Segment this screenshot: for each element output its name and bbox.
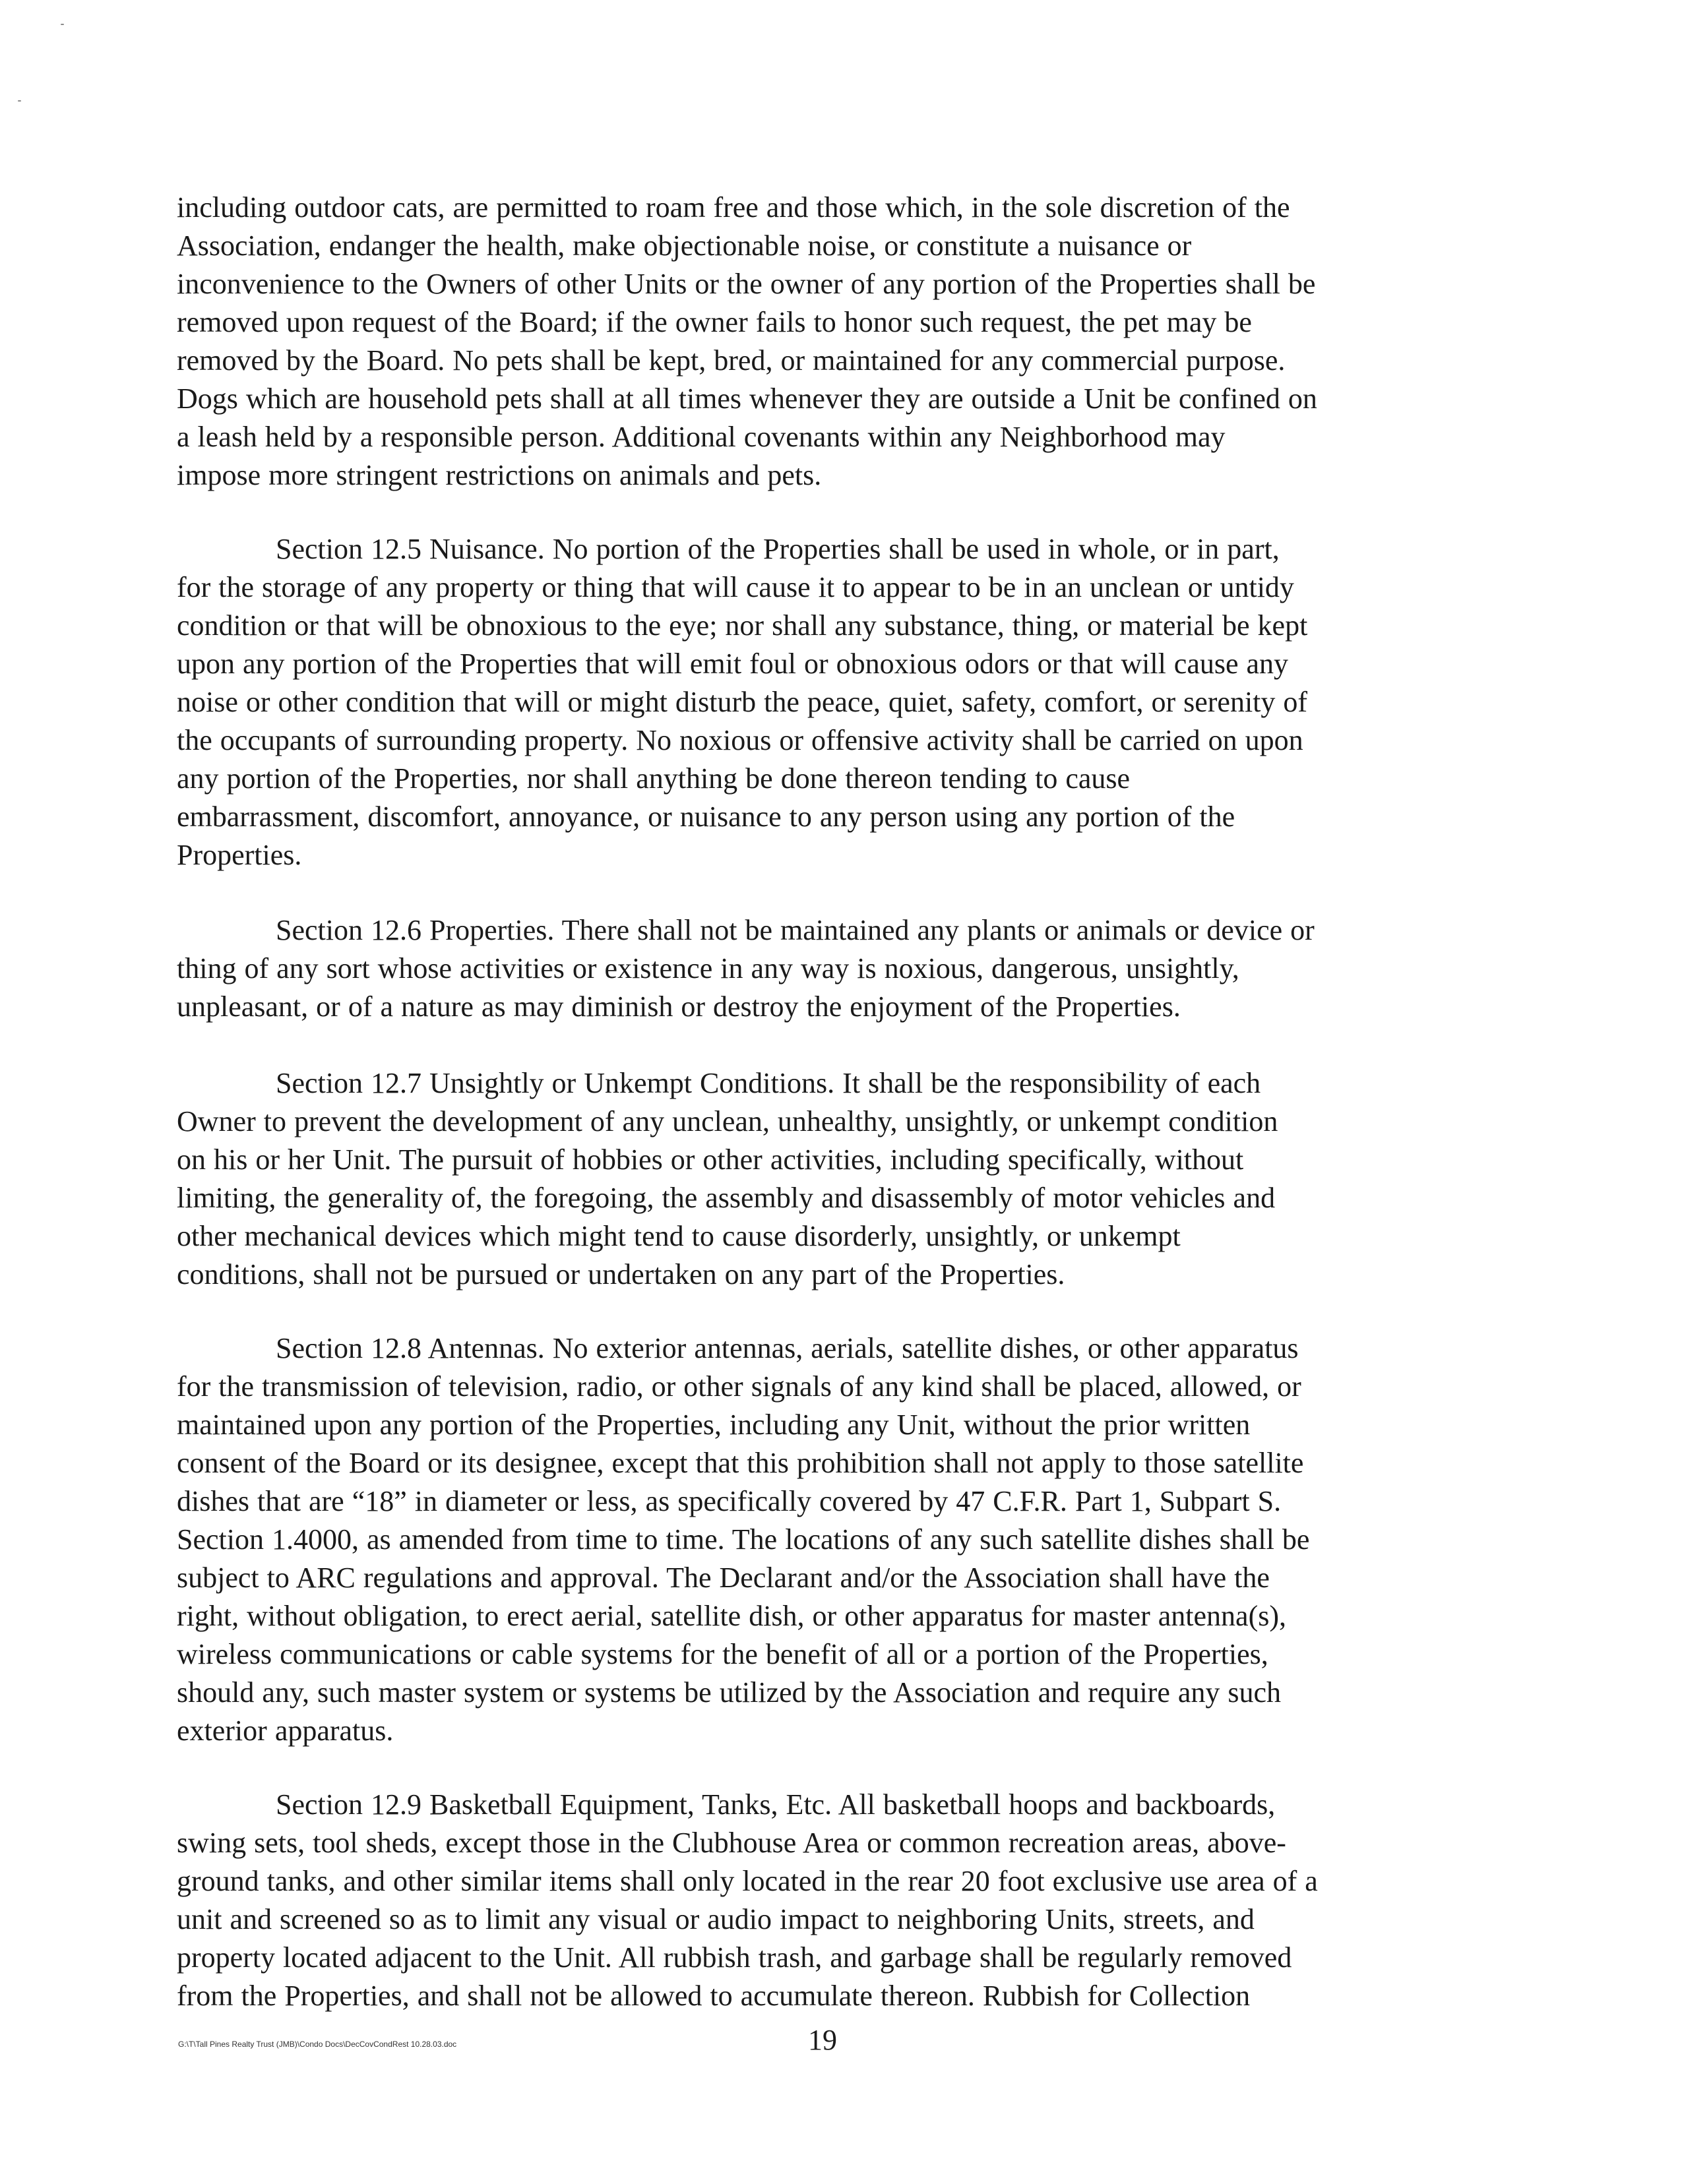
text-line: ground tanks, and other similar items shall only located in the rear 20 foot exclusive use area of a	[177, 1865, 1318, 1897]
text-line: embarrassment, discomfort, annoyance, or nuisance to any person using any portion of the	[177, 801, 1235, 833]
section-heading-line: Section 12.9 Basketball Equipment, Tanks, Etc. All basketball hoops and backboards,	[276, 1788, 1276, 1821]
text-line: exterior apparatus.	[177, 1714, 394, 1747]
text-line: impose more stringent restrictions on animals and pets.	[177, 459, 822, 491]
section-heading-line: Section 12.7 Unsightly or Unkempt Conditions. It shall be the responsibility of each	[276, 1067, 1261, 1099]
text-line: the occupants of surrounding property. No noxious or offensive activity shall be carried on upon	[177, 724, 1303, 756]
text-line: removed by the Board. No pets shall be kept, bred, or maintained for any commercial purpose.	[177, 344, 1286, 377]
text-line: should any, such master system or systems be utilized by the Association and require any such	[177, 1676, 1282, 1709]
page-number: 19	[808, 2024, 837, 2056]
text-line: Association, endanger the health, make objectionable noise, or constitute a nuisance or	[177, 229, 1192, 262]
text-line: for the storage of any property or thing that will cause it to appear to be in an unclean or untidy	[177, 571, 1294, 603]
paragraph-pets-continued	[177, 189, 1450, 495]
text-line: unpleasant, or of a nature as may diminish or destroy the enjoyment of the Properties.	[177, 990, 1181, 1023]
scan-speck	[18, 100, 21, 102]
text-line: for the transmission of television, radio, or other signals of any kind shall be placed, allowed, or	[177, 1370, 1301, 1403]
text-line: Dogs which are household pets shall at all times whenever they are outside a Unit be confined on	[177, 382, 1317, 415]
text-line: conditions, shall not be pursued or undertaken on any part of the Properties.	[177, 1258, 1065, 1290]
text-line: Section 1.4000, as amended from time to time. The locations of any such satellite dishes shall be	[177, 1523, 1310, 1556]
text-line: consent of the Board or its designee, except that this prohibition shall not apply to those satellite	[177, 1447, 1304, 1479]
scan-speck	[61, 24, 64, 25]
text-line: dishes that are “18” in diameter or less, as specifically covered by 47 C.F.R. Part 1, Subpart S.	[177, 1485, 1282, 1517]
section-heading-line: Section 12.8 Antennas. No exterior antennas, aerials, satellite dishes, or other apparatus	[276, 1332, 1299, 1364]
text-line: removed upon request of the Board; if the owner fails to honor such request, the pet may be	[177, 306, 1252, 338]
text-line: other mechanical devices which might tend to cause disorderly, unsightly, or unkempt	[177, 1220, 1181, 1252]
text-line: thing of any sort whose activities or existence in any way is noxious, dangerous, unsightly,	[177, 952, 1239, 985]
text-line: Owner to prevent the development of any unclean, unhealthy, unsightly, or unkempt condition	[177, 1105, 1278, 1138]
section-12-6-properties	[177, 911, 1450, 1026]
text-line: right, without obligation, to erect aerial, satellite dish, or other apparatus for master antenna(s),	[177, 1600, 1287, 1632]
text-line: including outdoor cats, are permitted to roam free and those which, in the sole discretion of the	[177, 191, 1290, 224]
text-line: wireless communications or cable systems for the benefit of all or a portion of the Properties,	[177, 1638, 1268, 1670]
text-line: from the Properties, and shall not be allowed to accumulate thereon. Rubbish for Collection	[177, 1980, 1251, 2012]
text-line: limiting, the generality of, the foregoing, the assembly and disassembly of motor vehicles and	[177, 1182, 1276, 1214]
text-line: on his or her Unit. The pursuit of hobbies or other activities, including specifically, without	[177, 1143, 1244, 1176]
text-line: noise or other condition that will or might disturb the peace, quiet, safety, comfort, or serenity of	[177, 686, 1308, 718]
text-line: inconvenience to the Owners of other Units or the owner of any portion of the Properties shall be	[177, 268, 1316, 300]
text-line: unit and screened so as to limit any visual or audio impact to neighboring Units, streets, and	[177, 1903, 1255, 1935]
section-heading-line: Section 12.6 Properties. There shall not be maintained any plants or animals or device or	[276, 914, 1315, 946]
text-line: subject to ARC regulations and approval. The Declarant and/or the Association shall have the	[177, 1562, 1270, 1594]
text-line: a leash held by a responsible person. Additional covenants within any Neighborhood may	[177, 421, 1226, 453]
section-heading-line: Section 12.5 Nuisance. No portion of the Properties shall be used in whole, or in part,	[276, 533, 1280, 565]
section-12-5-nuisance	[177, 530, 1450, 874]
text-line: swing sets, tool sheds, except those in the Clubhouse Area or common recreation areas, above-	[177, 1827, 1286, 1859]
section-12-8-antennas	[177, 1329, 1450, 1750]
section-12-9-basketball-equipment	[177, 1786, 1450, 2015]
section-12-7-unsightly-conditions	[177, 1064, 1450, 1294]
text-line: property located adjacent to the Unit. All rubbish trash, and garbage shall be regularly removed	[177, 1941, 1292, 1974]
text-line: upon any portion of the Properties that will emit foul or obnoxious odors or that will cause any	[177, 648, 1289, 680]
text-line: condition or that will be obnoxious to the eye; nor shall any substance, thing, or material be kept	[177, 609, 1308, 642]
text-line: Properties.	[177, 839, 302, 871]
text-line: any portion of the Properties, nor shall anything be done thereon tending to cause	[177, 762, 1131, 795]
footer-file-path: G:\T\Tall Pines Realty Trust (JMB)\Condo Docs\DecCovCondRest 10.28.03.doc	[178, 2040, 457, 2049]
text-line: maintained upon any portion of the Properties, including any Unit, without the prior written	[177, 1409, 1251, 1441]
